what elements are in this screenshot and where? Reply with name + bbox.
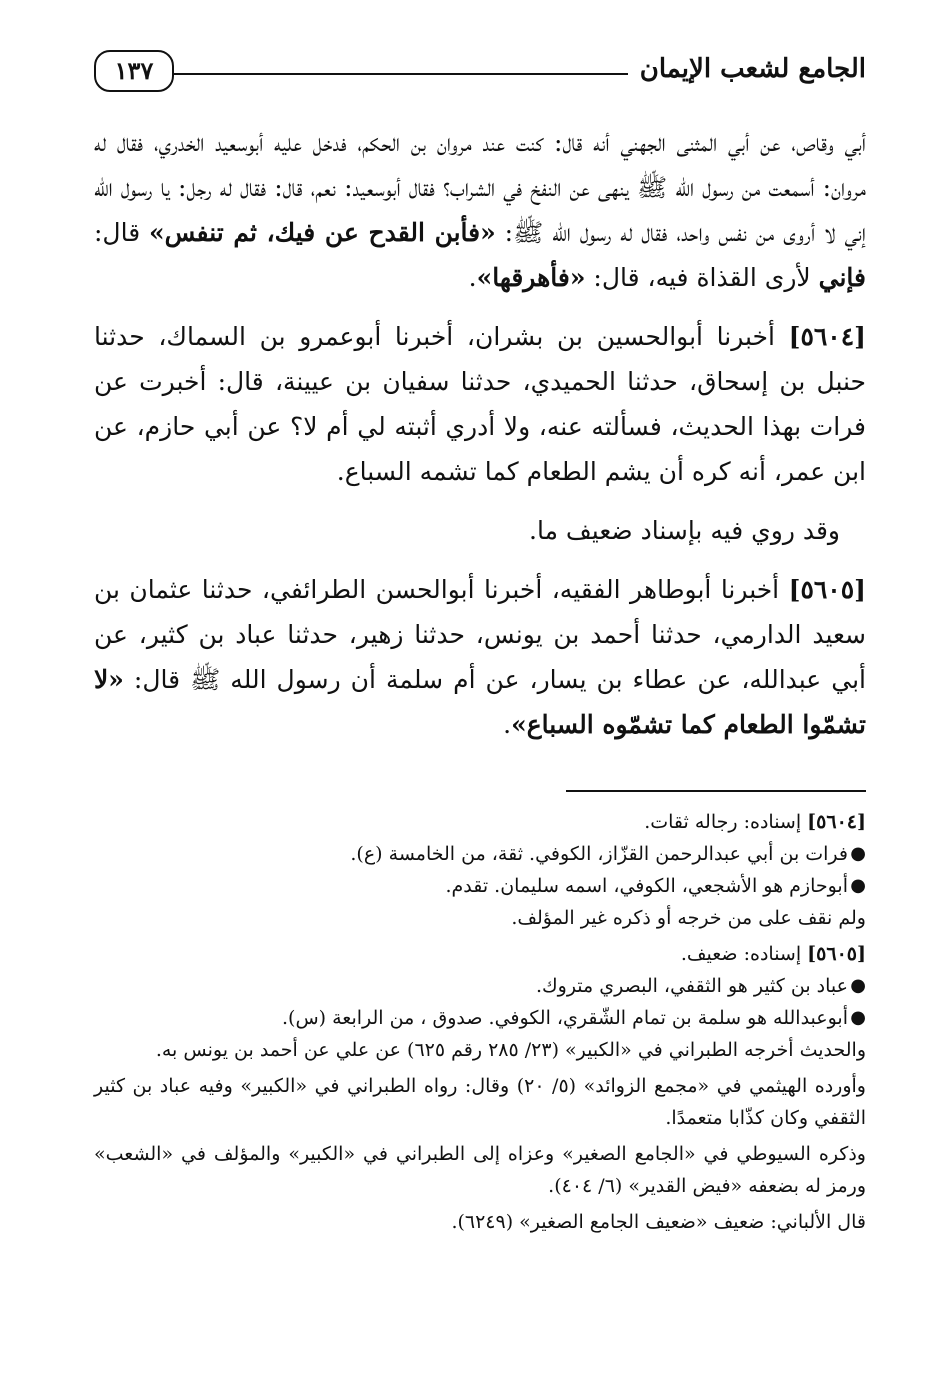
footnote-text: وذكره السيوطي في «الجامع الصغير» وعزاه إلى الطبراني في «الكبير» والمؤلف في «الشعب» ورمز له بضعفه «فيض القدير» (٦/ ٤٠٤). bbox=[94, 1143, 866, 1197]
hadith-number: [٥٦٠٥] bbox=[788, 575, 866, 604]
footnotes bbox=[94, 806, 866, 1238]
bullet-icon: ● bbox=[850, 1007, 866, 1028]
hadith-quote-2: «فأهرقها» bbox=[476, 263, 586, 292]
paragraph-1: أبي وقاص، عن أبي المثنى الجهني أنه قال: كنت عند مروان بن الحكم، فدخل عليه أبوسعيد الخدري، فقال له مروان: أسمعت من رسول الله ﷺ ينهى عن النفخ في الشراب؟ فقال أبوسعيد: نعم، قال: فقال له رجل: يا رسول الله إني لا أروى من نفس واحد، فقال له رسول الله ﷺ: «فأبن القدح عن فيك، ثم تنفس» قال: فإني لأرى القذاة فيه، قال: «فأهرقها». bbox=[94, 128, 866, 292]
hadith-quote-1: «فأبن القدح عن فيك، ثم تنفس» bbox=[149, 218, 496, 247]
footnote-text: والحديث أخرجه الطبراني في «الكبير» (٢٣/ ٢٨٥ رقم ٦٢٥) عن علي عن أحمد بن يونس به. bbox=[155, 1039, 866, 1061]
page-number-badge: ١٣٧ bbox=[94, 50, 174, 92]
hadith-5605: [٥٦٠٥] أخبرنا أبوطاهر الفقيه، أخبرنا أبوالحسن الطرائفي، حدثنا عثمان بن سعيد الدارمي، حدثنا أحمد بن يونس، حدثنا زهير، حدثنا عباد بن كثير، عن أبي عبدالله، عن عطاء بن يسار، عن أم سلمة أن رسول الله ﷺ قال: «لا تشمّوا الطعام كما تشمّوه السباع». bbox=[94, 575, 866, 739]
footnote-bullet: ● أبوعبدالله هو سلمة بن تمام الشّقري، الكوفي. صدوق ، من الرابعة (س). bbox=[94, 1002, 866, 1034]
bold-word: فإني bbox=[818, 263, 866, 292]
main-text bbox=[94, 120, 866, 747]
footnote-bullet: ● عباد بن كثير هو الثقفي، البصري متروك. bbox=[94, 970, 866, 1002]
header-rule bbox=[174, 73, 628, 75]
running-title: الجامع لشعب الإيمان bbox=[639, 54, 866, 84]
hadith-number: [٥٦٠٤] bbox=[788, 322, 866, 351]
footnote-5604-heading: [٥٦٠٤] إسناده: رجاله ثقات. bbox=[644, 811, 866, 833]
paragraph-note: وقد روي فيه بإسناد ضعيف ما. bbox=[529, 516, 840, 545]
page-header bbox=[94, 44, 866, 104]
footnote-5605-heading: [٥٦٠٥] إسناده: ضعيف. bbox=[680, 943, 866, 965]
footnote-text: وأورده الهيثمي في «مجمع الزوائد» (٥/ ٢٠) وقال: رواه الطبراني في «الكبير» وفيه عباد بن كثير الثقفي وكان كذّابا متعمدًا. bbox=[94, 1075, 866, 1129]
footnote-bullet: ● أبوحازم هو الأشجعي، الكوفي، اسمه سليمان. تقدم. bbox=[94, 870, 866, 902]
hadith-quote-3: «لا تشمّوا الطعام كما تشمّوه السباع» bbox=[94, 665, 866, 739]
bullet-icon: ● bbox=[850, 843, 866, 864]
footnote-separator bbox=[566, 790, 866, 792]
hadith-5604: [٥٦٠٤] أخبرنا أبوالحسين بن بشران، أخبرنا أبوعمرو بن السماك، حدثنا حنبل بن إسحاق، حدثنا الحميدي، حدثنا سفيان بن عيينة، قال: أخبرت عن فرات بهذا الحديث، فسألته عنه، ولا أدري أثبته لي أم لا؟ عن أبي حازم، عن ابن عمر، أنه كره أن يشم الطعام كما تشمه السباع. bbox=[94, 322, 866, 486]
footnote-text: قال الألباني: ضعيف «ضعيف الجامع الصغير» (٦٢٤٩). bbox=[451, 1211, 866, 1233]
footnote-text: ولم نقف على من خرجه أو ذكره غير المؤلف. bbox=[511, 907, 866, 929]
footnote-bullet: ● فرات بن أبي عبدالرحمن القزّاز، الكوفي. ثقة، من الخامسة (ع). bbox=[94, 838, 866, 870]
bullet-icon: ● bbox=[850, 975, 866, 996]
bullet-icon: ● bbox=[850, 875, 866, 896]
